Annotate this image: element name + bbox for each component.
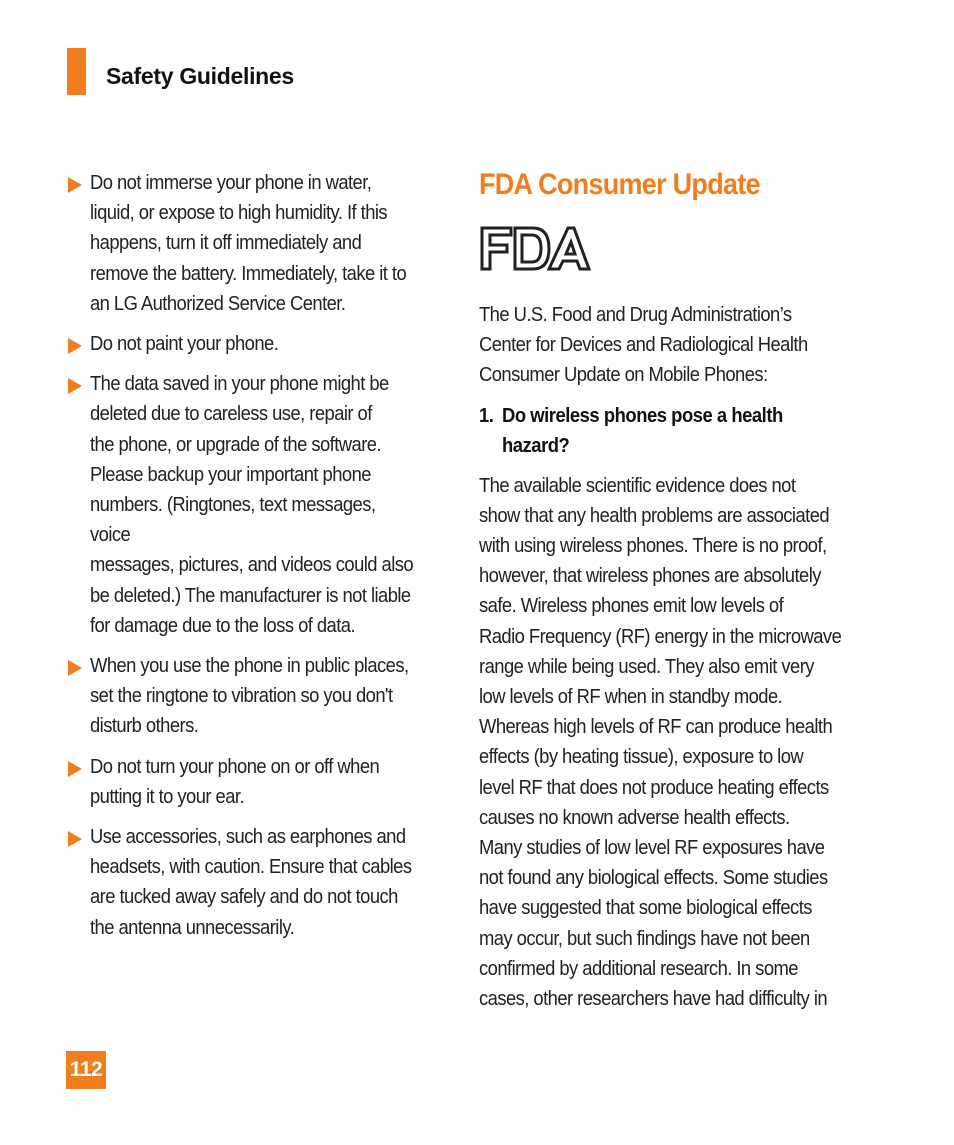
list-item-text: Do not turn your phone on or off when putting it to your ear. bbox=[90, 755, 380, 808]
page-number: 112 bbox=[66, 1051, 106, 1089]
list-item bbox=[68, 822, 446, 943]
bullet-arrow-icon bbox=[68, 378, 82, 394]
question-number: 1. bbox=[479, 404, 494, 427]
list-item bbox=[68, 651, 446, 742]
question-text: Do wireless phones pose a health hazard? bbox=[502, 404, 783, 457]
section-title: Safety Guidelines bbox=[106, 63, 294, 89]
fda-section bbox=[479, 168, 869, 1024]
intro-paragraph: The U.S. Food and Drug Administration’s Center for Devices and Radiological Health Consumer Update on Mobile Phones: bbox=[479, 304, 808, 387]
safety-bullet-list bbox=[68, 168, 446, 953]
bullet-arrow-icon bbox=[68, 761, 82, 777]
answer-paragraph: The available scientific evidence does not show that any health problems are associated with using wireless phones. There is no proof, however, that wireless phones are absolutely safe. Wireless phones emit low levels of Radio Frequency (RF) energy in the microwave range while being used. They also emit very low levels of RF when in standby mode. Whereas high levels of RF can produce health effects (by heating tissue), exposure to low level RF that does not produce heating effects causes no known adverse health effects. Many studies of low level RF exposures have not found any biological effects. Some studies have suggested that some biological effects may occur, but such findings have not been confirmed by additional research. In some cases, other researchers have had difficulty in bbox=[479, 474, 842, 1011]
bullet-arrow-icon bbox=[68, 660, 82, 676]
bullet-arrow-icon bbox=[68, 177, 82, 193]
question-heading bbox=[479, 401, 865, 461]
list-item-text: Do not paint your phone. bbox=[90, 333, 279, 356]
list-item bbox=[68, 168, 446, 319]
fda-title: FDA Consumer Update bbox=[479, 168, 760, 201]
bullet-arrow-icon bbox=[68, 338, 82, 354]
fda-logo-icon bbox=[479, 224, 591, 272]
list-item-text: Use accessories, such as earphones and headsets, with caution. Ensure that cables are tucked away safely and do not touch the antenna unnecessarily. bbox=[90, 826, 412, 939]
list-item bbox=[68, 329, 446, 359]
list-item bbox=[68, 369, 446, 641]
list-item bbox=[68, 752, 446, 812]
list-item-text: The data saved in your phone might be deleted due to careless use, repair of the phone, or upgrade of the software. Please backup your important phone numbers. (Ringtones, text messages, voice messages, pictures, and videos could also be deleted.) The manufacturer is not liable for damage due to the loss of data. bbox=[90, 373, 414, 637]
list-item-text: Do not immerse your phone in water, liquid, or expose to high humidity. If this happens, turn it off immediately and remove the battery. Immediately, take it to an LG Authorized Service Center. bbox=[90, 172, 407, 315]
bullet-arrow-icon bbox=[68, 831, 82, 847]
list-item-text: When you use the phone in public places, set the ringtone to vibration so you don't disturb others. bbox=[90, 655, 409, 738]
section-marker bbox=[67, 48, 86, 95]
